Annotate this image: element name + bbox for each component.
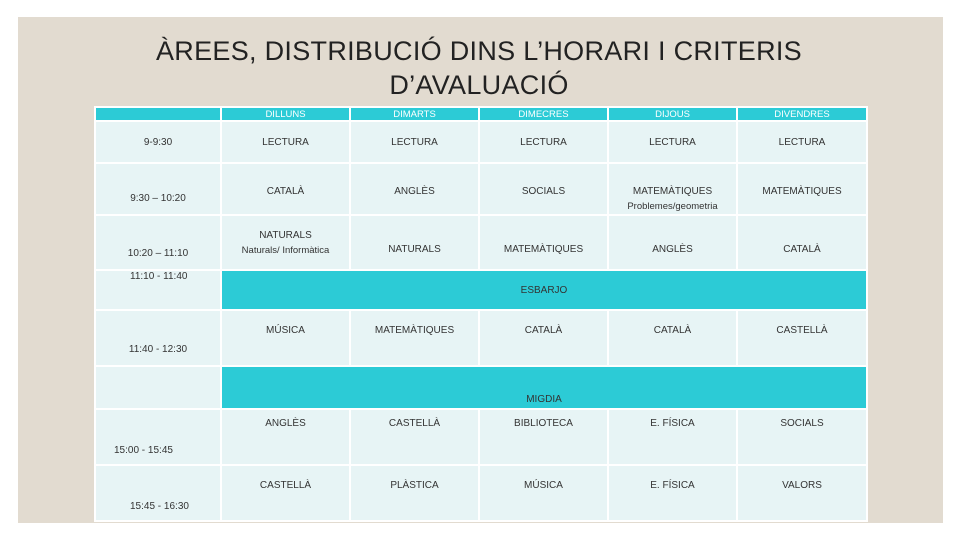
subject-cell: MATEMÀTIQUES xyxy=(479,215,608,270)
time-cell: 11:10 - 11:40 xyxy=(95,270,221,310)
subject-cell: VALORS xyxy=(737,465,867,521)
subject-cell: LECTURA xyxy=(221,121,350,163)
subject-note: Problemes/geometria xyxy=(627,201,718,212)
subject-cell: LECTURA xyxy=(350,121,479,163)
time-cell: 10:20 – 11:10 xyxy=(95,215,221,270)
subject-cell: PLÀSTICA xyxy=(350,465,479,521)
break-row xyxy=(95,270,867,310)
subject-cell: NATURALS xyxy=(350,215,479,270)
day-header: DIVENDRES xyxy=(737,107,867,121)
subject-cell: MATEMÀTIQUES xyxy=(350,310,479,366)
break-label: MIGDIA xyxy=(221,366,867,409)
day-header: DIMARTS xyxy=(350,107,479,121)
table-row xyxy=(95,215,867,270)
header-corner xyxy=(95,107,221,121)
subject-cell: ANGLÈS xyxy=(221,409,350,465)
time-cell: 9:30 – 10:20 xyxy=(95,163,221,215)
slide-title: ÀREES, DISTRIBUCIÓ DINS L’HORARI I CRITERIS D’AVALUACIÓ xyxy=(155,36,802,100)
subject-cell: CATALÀ xyxy=(737,215,867,270)
time-cell xyxy=(95,366,221,409)
subject-cell: CATALÀ xyxy=(479,310,608,366)
subject-cell: ANGLÈS xyxy=(350,163,479,215)
subject-cell: LECTURA xyxy=(479,121,608,163)
subject-cell: MATEMÀTIQUES xyxy=(737,163,867,215)
subject-cell: MÚSICA xyxy=(221,310,350,366)
subject-cell: LECTURA xyxy=(737,121,867,163)
table-row xyxy=(95,409,867,465)
subject-cell: SOCIALS xyxy=(737,409,867,465)
schedule-table xyxy=(94,106,868,522)
subject-cell: SOCIALS xyxy=(479,163,608,215)
subject-cell xyxy=(221,215,350,270)
subject-cell: E. FÍSICA xyxy=(608,465,737,521)
time-cell: 9-9:30 xyxy=(95,121,221,163)
subject-cell: E. FÍSICA xyxy=(608,409,737,465)
subject-note: Naturals/ Informàtica xyxy=(241,245,330,256)
break-row xyxy=(95,366,867,409)
subject-cell: CATALÀ xyxy=(608,310,737,366)
subject-cell: BIBLIOTECA xyxy=(479,409,608,465)
time-cell: 11:40 - 12:30 xyxy=(95,310,221,366)
table-row xyxy=(95,121,867,163)
subject-cell: CASTELLÀ xyxy=(221,465,350,521)
table-row xyxy=(95,310,867,366)
subject-name: NATURALS xyxy=(259,230,312,241)
subject-name: MATEMÀTIQUES xyxy=(632,186,713,197)
subject-cell: CASTELLÀ xyxy=(737,310,867,366)
subject-cell: CASTELLÀ xyxy=(350,409,479,465)
time-cell: 15:45 - 16:30 xyxy=(95,465,221,521)
subject-cell: CATALÀ xyxy=(221,163,350,215)
day-header: DIJOUS xyxy=(608,107,737,121)
day-header: DIMECRES xyxy=(479,107,608,121)
subject-cell xyxy=(608,163,737,215)
header-row xyxy=(95,107,867,121)
day-header: DILLUNS xyxy=(221,107,350,121)
break-label: ESBARJO xyxy=(221,270,867,310)
subject-cell: LECTURA xyxy=(608,121,737,163)
subject-cell: MÚSICA xyxy=(479,465,608,521)
table-row xyxy=(95,465,867,521)
table-row xyxy=(95,163,867,215)
time-cell: 15:00 - 15:45 xyxy=(95,409,221,465)
subject-cell: ANGLÈS xyxy=(608,215,737,270)
